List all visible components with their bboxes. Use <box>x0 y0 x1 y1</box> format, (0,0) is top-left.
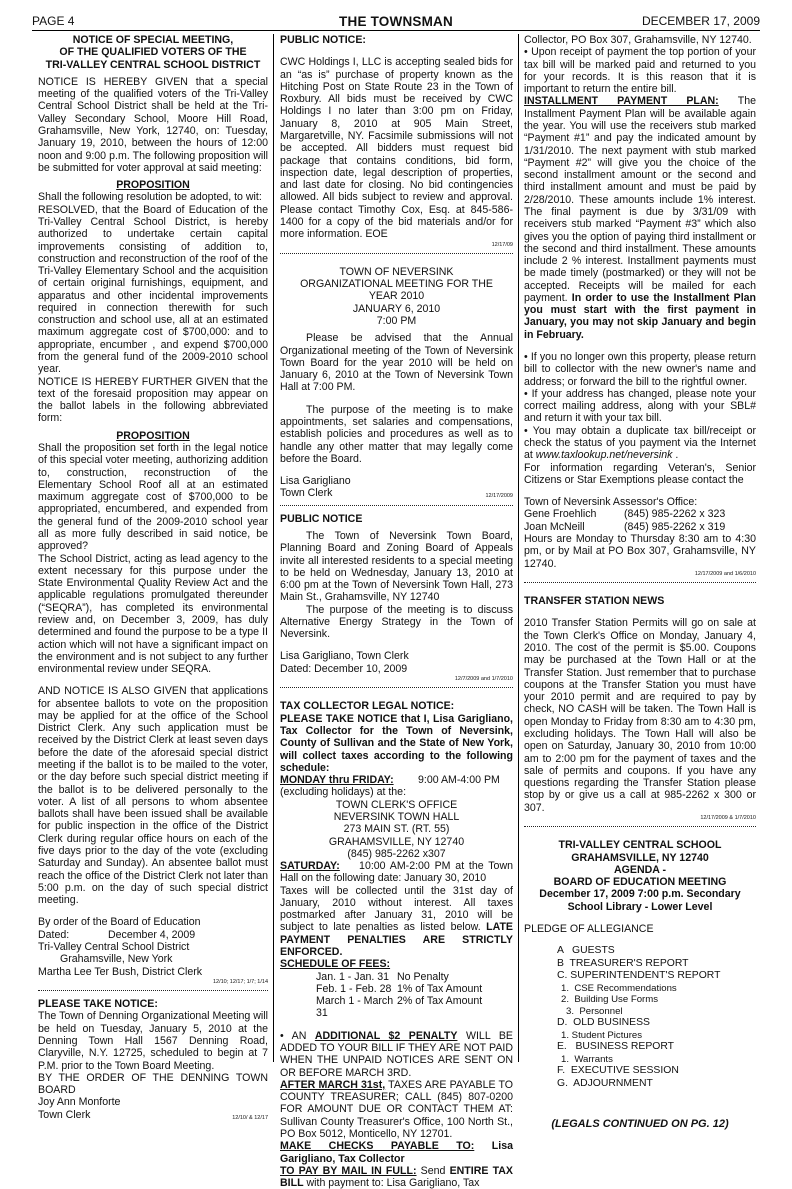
signature-line: Dated: December 10, 2009 <box>280 662 408 675</box>
saturday-label: SATURDAY: <box>280 860 340 873</box>
agenda-item: D. OLD BUSINESS <box>557 1017 650 1029</box>
office-line: TOWN CLERK'S OFFICE <box>335 798 458 811</box>
notice-paragraph: The Town of Neversink Town Board, Planning Board and Zoning Board of Appeals invite all interested residents to a special meeting to be held on Wednesday, January 13, 2010 at 6:00 pm at the Town of Neversink Town Hall, 273 Main St., Grahamsville, NY 12740 <box>280 529 513 604</box>
publication-dates: 12/10; 12/17; 1/7; 1/14 <box>212 978 268 985</box>
duplicate-bill-end: . <box>675 449 679 462</box>
notice-paragraph <box>524 425 756 462</box>
office-line: 273 MAIN ST. (RT. 55) <box>343 823 450 836</box>
dated-value: December 4, 2009 <box>108 928 196 941</box>
installment-heading: INSTALLMENT PAYMENT PLAN: <box>524 95 719 108</box>
agenda-heading: December 17, 2009 7:00 p.m. Secondary <box>539 888 741 901</box>
publication-dates: 12/10/ & 12/17 <box>232 1114 268 1121</box>
fee-period: Feb. 1 - Feb. 28 <box>316 982 392 995</box>
notice-paragraph: Please be advised that the Annual Organizational meeting of the Town of Neversink Town Board for the year 2010 will be held on January 6, 2010 at the Town of Neversink Town Hall at 7:00 PM. <box>280 332 513 394</box>
column-right <box>524 34 756 1131</box>
notice-paragraph: Hours are Monday to Thursday 8:30 am to 4:30 pm, or by Mail at PO Box 307, Grahamsville, NY 12740. <box>524 532 756 570</box>
notice-paragraph: The purpose of the meeting is to discuss Alternative Energy Strategy in the Town of Neversink. <box>280 603 513 641</box>
agenda-item: 1. Student Pictures <box>561 1029 643 1041</box>
saturday-text: 10:00 AM-2:00 PM at the Town Hall on the following date: January 30, 2010 <box>280 860 513 885</box>
assessor-office: Town of Neversink Assessor's Office: <box>524 496 698 509</box>
signature-line: By order of the Board of Education <box>38 916 201 929</box>
transfer-station-news <box>524 590 756 821</box>
notice-paragraph: AND NOTICE IS ALSO GIVEN that applications for absentee ballots to vote on the proposition may be applied for at the office of the School District Clerk. Any such application must be received by the District Clerk at least seven days before the date of the aforesaid special district meeting if the ballot is to be mailed to the voter, or the day before such special district meeting if the ballot is to be delivered personally to the voter. A list of all persons to whom absentee ballots shall have been issued shall be available for public inspection in the office of the District Clerk during regular office hours on each of the five days prior to the day of the vote (excluding Saturday and Sunday). An absentee ballot must reach the office of the District Clerk not later than 5:00 p.m. on the day of such special district meeting. <box>38 685 268 907</box>
weekday-hours <box>280 774 513 786</box>
notice-paragraph <box>280 1079 513 1140</box>
fee-amount: 1% of Tax Amount <box>397 982 483 995</box>
fees-table <box>280 971 513 1020</box>
installment-paragraph <box>524 95 756 341</box>
agenda-item: 3. Personnel <box>566 1005 623 1017</box>
alternative-energy-notice <box>280 513 513 683</box>
newspaper-title: THE TOWNSMAN <box>339 14 453 29</box>
agenda-item: 2. Building Use Forms <box>561 994 659 1006</box>
penalty-text: WILL BE ADDED TO YOUR BILL IF THEY ARE NOT PAID WHEN THE UNPAID NOTICES ARE SENT ON OR BEFORE MARCH 3RD. <box>280 1029 513 1079</box>
installment-warning: In order to use the Installment Plan you must start with the first payment in January, you may not skip January and begin in February. <box>524 291 756 341</box>
cwc-bid-notice <box>280 34 513 248</box>
notice-heading: 7:00 PM <box>376 315 417 327</box>
notice-heading: TRANSFER STATION NEWS <box>524 595 665 608</box>
taxes-text: Taxes will be collected until the 31st day of January, 2010 without interest. All taxes postmarked after January 31, 2010 will be subject to late penalties as listed below. <box>280 884 513 934</box>
agenda-heading: GRAHAMSVILLE, NY 12740 <box>571 851 709 864</box>
agenda-item: B TREASURER'S REPORT <box>557 957 689 969</box>
signature-title: Town Clerk <box>38 1108 91 1121</box>
tax-notice-continued <box>524 34 756 577</box>
checks-payee: Lisa Garigliano, Tax Collector <box>280 1140 513 1165</box>
notice-heading: PUBLIC NOTICE: <box>280 34 366 46</box>
notice-heading: TOWN OF NEVERSINK <box>339 265 454 278</box>
board-of-education-agenda <box>524 834 756 1131</box>
signature-row <box>38 1109 268 1121</box>
pledge-line: PLEDGE OF ALLEGIANCE <box>524 923 654 936</box>
neversink-organizational-notice <box>280 261 513 500</box>
section-divider <box>524 582 756 583</box>
penalty-prefix: • AN <box>280 1029 307 1042</box>
mail-text: Send <box>420 1164 446 1177</box>
duplicate-bill-text: • You may obtain a duplicate tax bill/receipt or check the status of you payment via the Internet at <box>524 424 756 462</box>
signature-line: Martha Lee Ter Bush, District Clerk <box>38 965 203 978</box>
mail-bold: ENTIRE TAX BILL <box>280 1164 513 1189</box>
notice-heading: NOTICE OF SPECIAL MEETING, <box>72 34 234 46</box>
notice-paragraph: • Upon receipt of payment the top portion of your tax bill will be marked paid and returned to you for your records. It is this reason that it is important to return the entire bill. <box>524 46 756 96</box>
assessor-contact <box>524 521 756 533</box>
assessor-contact <box>524 508 756 520</box>
notice-paragraph: BY THE ORDER OF THE DENNING TOWN BOARD <box>38 1071 268 1097</box>
publication-dates: 12/17/2009 <box>485 493 513 500</box>
publication-dates: 12/17/2009 and 1/6/2010 <box>694 570 756 577</box>
taxlookup-link[interactable]: www.taxlookup.net/neversink <box>535 449 673 462</box>
agenda-item: 1. Warrants <box>561 1053 613 1065</box>
proposition-heading: PROPOSITION <box>116 179 190 192</box>
fees-heading: SCHEDULE OF FEES: <box>280 958 391 971</box>
signature-line: Grahamsville, New York <box>60 953 173 966</box>
notice-paragraph: The Town of Denning Organizational Meeting will be held on Tuesday, January 5, 2010 at the Denning Town Hall 1567 Denning Road, Claryville, N.Y. 12725, scheduled to begin at 7 P.M. prior to the Town Board Meeting. <box>38 1010 268 1072</box>
signature-title: Town Clerk <box>280 487 333 500</box>
late-penalty-warning: LATE PAYMENT PENALTIES ARE STRICTLY ENFORCED. <box>280 921 513 959</box>
agenda-item: G. ADJOURNMENT <box>557 1077 653 1089</box>
agenda-item: E. BUSINESS REPORT <box>557 1041 675 1053</box>
notice-heading: PLEASE TAKE NOTICE: <box>38 998 158 1011</box>
signature-line: Joy Ann Monforte <box>38 1096 121 1109</box>
fee-row <box>280 995 513 1020</box>
agenda-item: C. SUPERINTENDENT'S REPORT <box>557 970 721 982</box>
fee-row <box>280 983 513 995</box>
contact-phone: (845) 985-2262 x 323 <box>624 508 726 521</box>
notice-paragraph: For information regarding Veteran's, Senior Citizens or Star Exemptions please contact the <box>524 461 756 486</box>
checks-label: MAKE CHECKS PAYABLE TO: <box>280 1140 475 1153</box>
penalty-amount: ADDITIONAL $2 PENALTY <box>314 1029 458 1042</box>
column-divider <box>273 34 274 1062</box>
notice-paragraph: • If your address has changed, please note your correct mailing address, along with your SBL# and return it with your tax bill. <box>524 387 756 425</box>
agenda-heading: AGENDA - <box>614 863 666 876</box>
continued-note: (LEGALS CONTINUED ON PG. 12) <box>551 1118 729 1131</box>
column-middle <box>280 34 513 1189</box>
signature-line: Lisa Garigliano, Town Clerk <box>280 650 409 663</box>
saturday-hours <box>280 860 513 885</box>
notice-paragraph: The School District, acting as lead agency to the extent necessary for this purpose under the State Environmental Quality Review Act and the applicable regulations promulgated thereunder (“SEQRA”), has completed its environmental review and, on December 3, 2009, has duly determined and found the purpose to be a type II action which will not have a significant impact on the environment and is not subject to any further environmental review under SEQRA. <box>38 552 268 676</box>
fee-amount: 2% of Tax Amount <box>397 995 483 1008</box>
page-number: PAGE 4 <box>32 14 75 28</box>
weekday-label: MONDAY thru FRIDAY: <box>280 774 394 787</box>
notice-line: (excluding holidays) at the: <box>280 786 407 799</box>
section-divider <box>38 990 268 991</box>
notice-paragraph: CWC Holdings I, LLC is accepting sealed bids for an “as is” purchase of property known as the Hitching Post on State Route 23 in the Town of Roxbury. All bids must be received by CWC Holdings I no later than 3:00 pm on Friday, January 8, 2010 at 905 Main Street, Margaretville, NY. Facsimile submissions will not be accepted. All bidders must request bid package that contains conditions, bid form, inspection date, legal description of properties, and last date for closing. No bid contingencies allowed. All bids subject to review and approval. Please contact Timothy Cox, Esq. at 845-586-1400 for a copy of the bid materials and/or for more information. EOE <box>280 56 513 241</box>
section-divider <box>280 687 513 688</box>
weekday-time: 9:00 AM-4:00 PM <box>418 774 500 787</box>
notice-paragraph: NOTICE IS HEREBY FURTHER GIVEN that the text of the foresaid proposition may appear on the ballot labels in the following abbreviated form: <box>38 375 268 425</box>
denning-notice <box>38 998 268 1121</box>
section-divider <box>280 505 513 506</box>
publication-dates: 12/7/2009 and 1/7/2010 <box>454 676 513 683</box>
publication-dates: 12/17/09 <box>491 241 513 248</box>
fee-period: Jan. 1 - Jan. 31 <box>316 970 390 983</box>
notice-paragraph: The purpose of the meeting is to make appointments, set salaries and compensations, establish policies and procedures as well as to handle any other matter that may legally come before the Board. <box>280 403 513 465</box>
signature-dated <box>38 929 268 941</box>
notice-heading: PUBLIC NOTICE <box>280 512 363 525</box>
fee-period: March 1 - March 31 <box>316 995 394 1020</box>
notice-heading: TAX COLLECTOR LEGAL NOTICE: <box>280 700 455 713</box>
notice-paragraph: Shall the proposition set forth in the legal notice of this special voter meeting, authorizing addition to, construction, reconstruction of the Elementary School Roof all at an estimated maximum aggregate cost of $700,000 to be appropriated, encumbered, and expended from the general fund of the 2009-2010 school year all as more fully described in said notice, be approved? <box>38 442 268 553</box>
fee-row <box>280 971 513 983</box>
notice-heading: ORGANIZATIONAL MEETING FOR THE <box>300 278 493 291</box>
issue-date: DECEMBER 17, 2009 <box>641 14 760 28</box>
agenda-heading: BOARD OF EDUCATION MEETING <box>553 876 727 889</box>
contact-name: Joan McNeill <box>524 520 585 533</box>
notice-heading: YEAR 2010 <box>368 290 425 303</box>
agenda-item: A GUESTS <box>557 945 615 957</box>
contact-phone: (845) 985-2262 x 319 <box>624 520 726 533</box>
agenda-item: F. EXECUTIVE SESSION <box>557 1065 679 1077</box>
after-march-label: AFTER MARCH 31st, <box>280 1078 386 1091</box>
proposition-heading: PROPOSITION <box>116 429 190 442</box>
column-divider <box>518 34 519 1062</box>
masthead <box>32 15 760 31</box>
agenda-list <box>524 945 756 1090</box>
mail-label: TO PAY BY MAIL IN FULL: <box>280 1164 417 1177</box>
notice-paragraph <box>280 1165 513 1189</box>
office-line: GRAHAMSVILLE, NY 12740 <box>328 835 465 848</box>
notice-heading: JANUARY 6, 2010 <box>352 302 441 315</box>
notice-paragraph <box>280 1140 513 1165</box>
notice-heading: TRI-VALLEY CENTRAL SCHOOL DISTRICT <box>45 58 261 71</box>
office-line: NEVERSINK TOWN HALL <box>333 810 460 823</box>
notice-paragraph: Collector, PO Box 307, Grahamsville, NY 12740. <box>524 34 752 46</box>
tax-collector-notice <box>280 695 513 1189</box>
agenda-item: 1. CSE Recommendations <box>561 982 677 994</box>
notice-paragraph: • If you no longer own this property, please return bill to collector with the new owner's name and address; or forward the bill to the rightful owner. <box>524 351 756 388</box>
notice-paragraph <box>280 885 513 959</box>
agenda-heading: School Library - Lower Level <box>567 900 713 913</box>
office-line: (845) 985-2262 x307 <box>347 847 446 860</box>
publication-dates: 12/17/2009 & 1/7/2010 <box>700 814 756 821</box>
notice-paragraph <box>280 1030 513 1079</box>
section-divider <box>524 826 756 827</box>
after-march-text: TAXES ARE PAYABLE TO COUNTY TREASURER; CALL (845) 807-0200 FOR AMOUNT DUE OR CONTACT THEM AT: Sullivan County Treasurer's Office, 100 North St., PO Box 5012, Monticello, NY 12701. <box>280 1078 513 1140</box>
contact-name: Gene Froehlich <box>524 508 597 521</box>
installment-text: The Installment Payment Plan will be available again the year. You will use the receivers stub marked “Payment #1” and pay the indicated amount by 1/31/2010. The next payment with stub marked “Payment #2” will give you the choice of the second installment amount or the second and third installment amount and must be paid by 2/28/2010. These amounts include 1% interest. The final payment is due by 3/31/09 with receivers stub marked “Payment #3” which also gives you the option of paying third installment or the second and third installment. These amounts include 2 % interest. Installment payments must be made timely (postmarked) or they will not be accepted. Receipts will be mailed for each payment. <box>524 95 756 304</box>
dated-label: Dated: <box>38 928 70 941</box>
fee-amount: No Penalty <box>397 970 449 983</box>
signature-line: Lisa Garigliano <box>280 475 351 488</box>
column-left <box>38 34 268 1121</box>
notice-paragraph: PLEASE TAKE NOTICE that I, Lisa Garigliano, Tax Collector for the Town of Neversink, County of Sullivan and the State of New York, will collect taxes according to the following schedule: <box>280 712 513 774</box>
signature-line: Tri-Valley Central School District <box>38 940 190 953</box>
notice-paragraph: 2010 Transfer Station Permits will go on sale at the Town Clerk's Office on Monday, January 4, 2010. The cost of the permit is $5.00. Coupons may be purchased at the Town Hall or at the Transfer Station. Just remember that to purchase coupons at the Transfer Station you must have your 2010 permit and are required to pay by check, NO CASH will be taken. The Town Hall is open Monday to Friday from 8:30 am to 4:30 pm, excluding holidays. The Town Hall will also be open on Saturday, January 30, 2010 from 10:00 am to 2:00 pm for the payment of taxes and the sale of permits and coupons. If you have any questions regarding the Transfer Station please stop by or give us a call at 985-2262 x 300 or 307. <box>524 617 756 814</box>
notice-paragraph: Shall the following resolution be adopted, to wit: <box>38 191 262 204</box>
school-special-meeting-notice <box>38 34 268 985</box>
mail-tail: with payment to: Lisa Garigliano, Tax <box>306 1177 480 1189</box>
signature-row <box>280 487 513 499</box>
notice-heading: OF THE QUALIFIED VOTERS OF THE <box>59 46 247 59</box>
notice-paragraph: NOTICE IS HEREBY GIVEN that a special meeting of the qualified voters of the Tri-Valley Central School District shall be held at the Tri-Valley Secondary School, Moore Hill Road, Grahamsville, New York, 12740, on: Tuesday, January 19, 2010, between the hours of 12:00 noon and 9:00 p.m. The following proposition will be submitted for voter approval at said meeting: <box>38 75 268 174</box>
notice-paragraph: RESOLVED, that the Board of Education of the Tri-Valley Central School District, is hereby authorized to undertake certain capital improvements consisting of addition to, construction and reconstruction of the roof of the Tri-Valley Elementary School and the acquisition of certain original furnishings, equipment, and apparatus and other incidental improvements required in connection therewith for such construction and school use, all at an estimated maximum aggregate cost of $700,000: and to appropriate, encumber , and expend $700,000 from the general fund of the 2009-2010 school year. <box>38 203 268 376</box>
section-divider <box>280 253 513 254</box>
agenda-heading: TRI-VALLEY CENTRAL SCHOOL <box>558 839 722 852</box>
